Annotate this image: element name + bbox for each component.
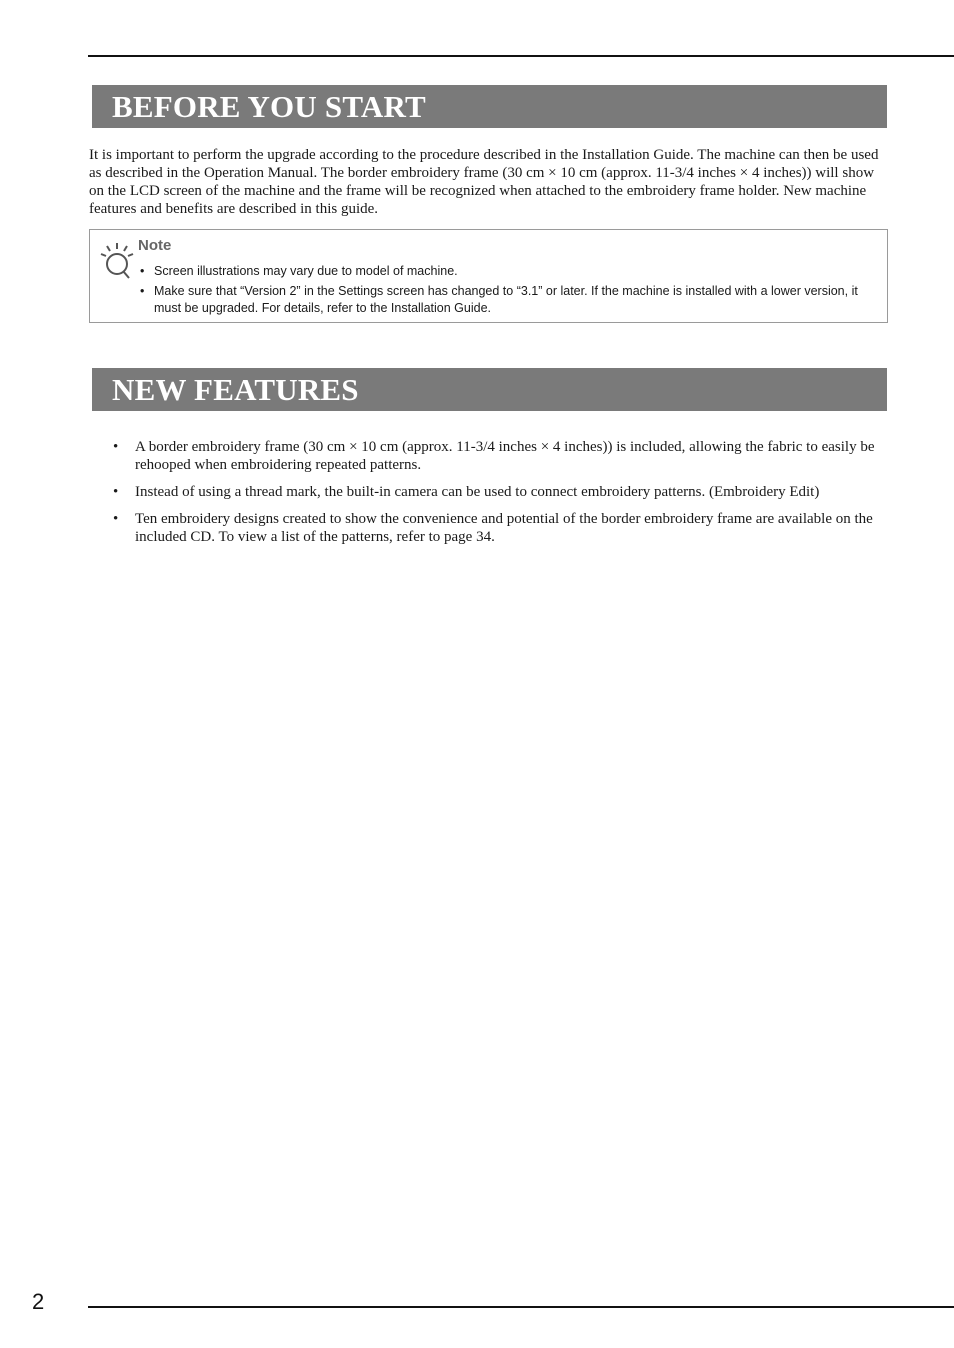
feature-item: • Ten embroidery designs created to show the convenience and potential of the border embroidery frame are available on the included CD. To view a list of the patterns, refer to page 34. [112, 510, 887, 546]
page-number: 2 [32, 1289, 45, 1314]
top-rule [88, 55, 954, 57]
note-box [89, 229, 888, 323]
note-item: • Make sure that “Version 2” in the Settings screen has changed to “3.1” or later. If the machine is installed with a lower version, it must be upgraded. For details, refer to the Installation Guide. [140, 283, 875, 317]
intro-paragraph: It is important to perform the upgrade according to the procedure described in the Installation Guide. The machine can then be used as described in the Operation Manual. The border embroidery frame (30 cm × 10 cm (approx. 11-3/4 inches × 4 inches)) will show on the LCD screen of the machine and the frame will be recognized when attached to the embroidery frame holder. New machine features and benefits are described in this guide. [89, 147, 879, 217]
note-lightbulb-icon [100, 240, 134, 282]
bottom-rule [88, 1306, 954, 1308]
section-heading-new-features: NEW FEATURES [92, 368, 887, 411]
note-item: • Screen illustrations may vary due to model of machine. [140, 263, 875, 280]
features-list [112, 438, 887, 555]
note-list [140, 263, 875, 320]
note-title: Note [138, 237, 172, 254]
feature-item: • Instead of using a thread mark, the built-in camera can be used to connect embroidery patterns. (Embroidery Edit) [112, 483, 887, 501]
feature-item: • A border embroidery frame (30 cm × 10 cm (approx. 11-3/4 inches × 4 inches)) is included, allowing the fabric to easily be rehooped when embroidering repeated patterns. [112, 438, 887, 474]
section-heading-before-you-start: BEFORE YOU START [92, 85, 887, 128]
